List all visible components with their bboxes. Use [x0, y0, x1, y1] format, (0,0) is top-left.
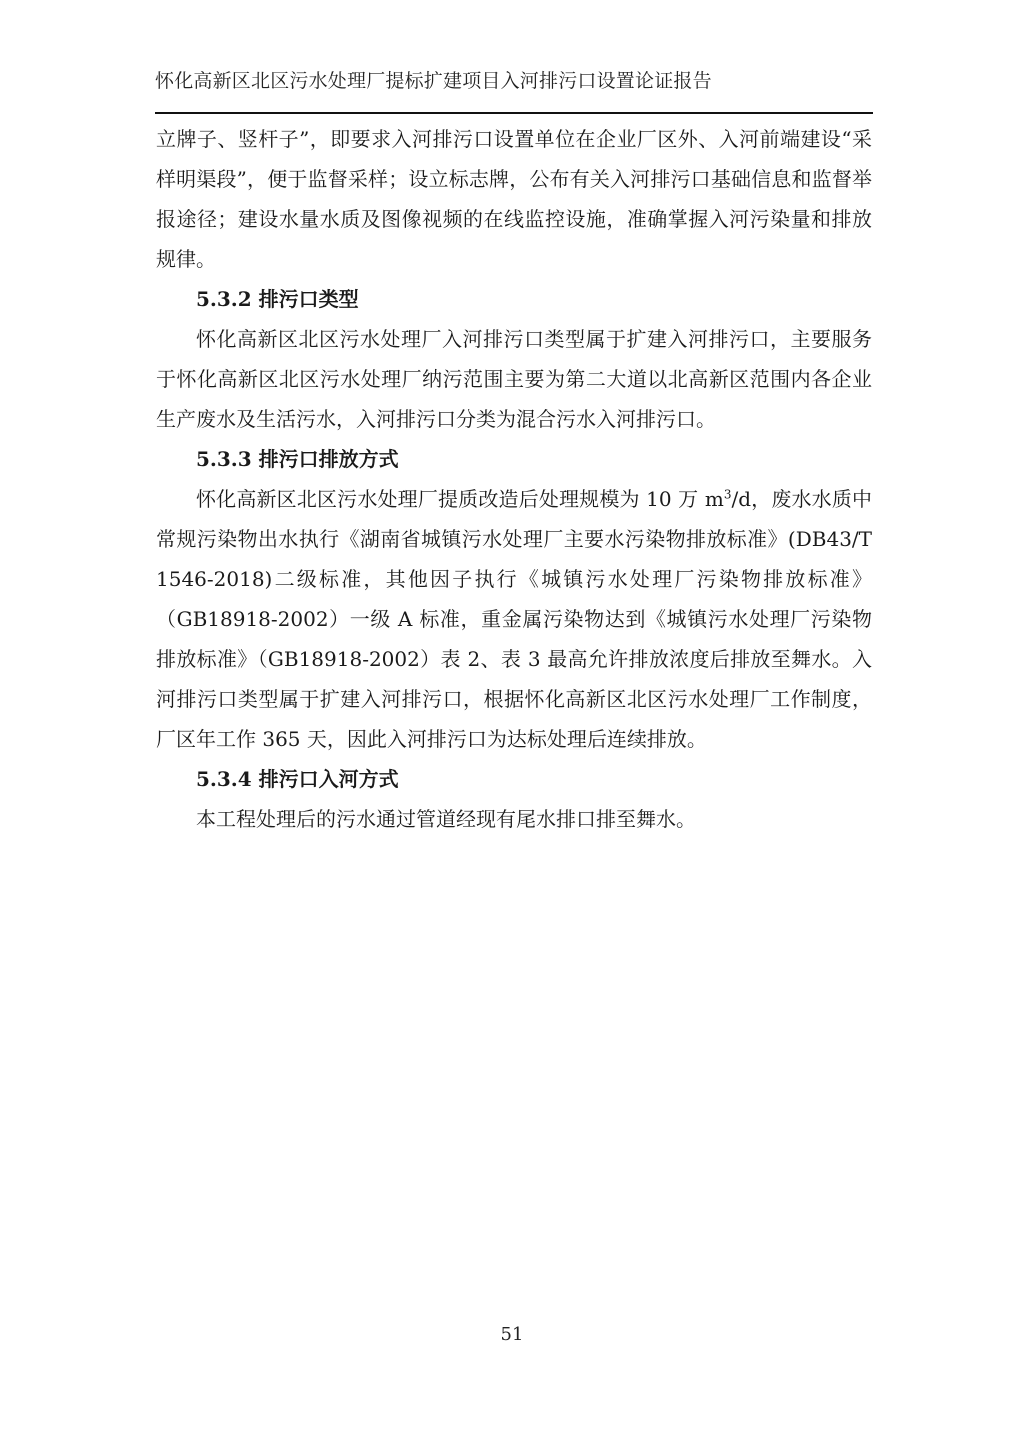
section-paragraph-5-3-2: 怀化高新区北区污水处理厂入河排污口类型属于扩建入河排污口，主要服务于怀化高新区北区污水处理厂纳污范围主要为第二大道以北高新区范围内各企业生产废水及生活污水，入河排污口分类为混合污水入河排污口。: [156, 327, 872, 431]
section-paragraph-5-3-4: 本工程处理后的污水通过管道经现有尾水排口排至舞水。: [196, 807, 696, 831]
section-heading-5-3-2: 5.3.2 排污口类型: [196, 287, 359, 311]
section-heading-5-3-3: 5.3.3 排污口排放方式: [196, 447, 399, 471]
running-header: 怀化高新区北区污水处理厂提标扩建项目入河排污口设置论证报告: [155, 70, 712, 92]
section-heading-5-3-4: 5.3.4 排污口入河方式: [196, 767, 399, 791]
page-body: [156, 119, 872, 839]
section-paragraph-5-3-3: [156, 479, 872, 759]
page-number: 51: [500, 1324, 524, 1345]
header-divider: [155, 112, 873, 114]
paragraph-text-before-unit: 怀化高新区北区污水处理厂提质改造后处理规模为 10 万 m: [196, 487, 724, 511]
unit-superscript: 3: [723, 487, 732, 502]
paragraph-text-after-unit: /d，废水水质中常规污染物出水执行《湖南省城镇污水处理厂主要水污染物排放标准》(DB43/T 1546-2018)二级标准，其他因子执行《城镇污水处理厂污染物排放标准》（GB18918-2002）一级 A 标准，重金属污染物达到《城镇污水处理厂污染物排放标准》（GB18918-2002）表 2、表 3 最高允许排放浓度后排放至舞水。入河排污口类型属于扩建入河排污口，根据怀化高新区北区污水处理厂工作制度，厂区年工作 365 天，因此入河排污口为达标处理后连续排放。: [156, 487, 872, 751]
intro-paragraph: 立牌子、竖杆子”，即要求入河排污口设置单位在企业厂区外、入河前端建设“采样明渠段”，便于监督采样；设立标志牌，公布有关入河排污口基础信息和监督举报途径；建设水量水质及图像视频的在线监控设施，准确掌握入河污染量和排放规律。: [156, 127, 872, 271]
